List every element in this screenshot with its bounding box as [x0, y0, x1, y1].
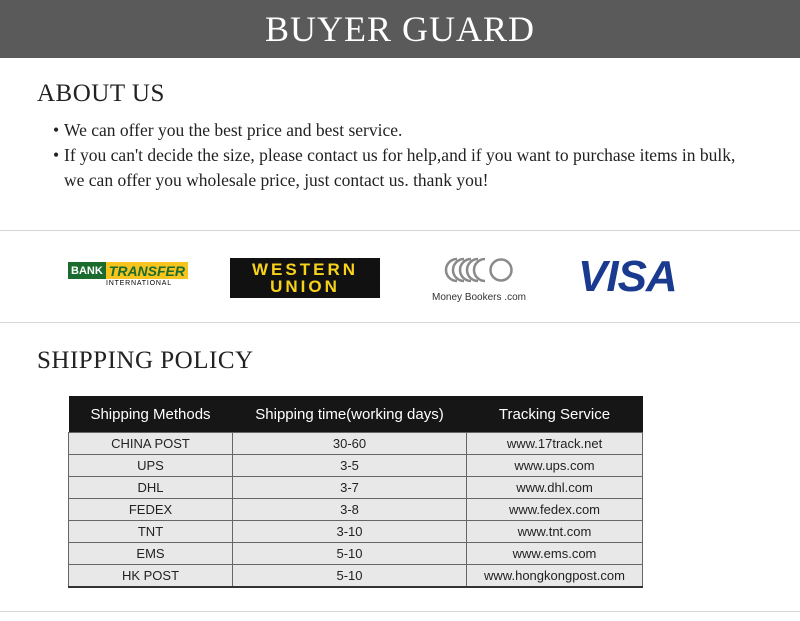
western-union-line2: UNION [270, 277, 340, 296]
method-cell: UPS [69, 455, 233, 477]
page-banner [0, 0, 800, 58]
time-cell: 5-10 [233, 565, 467, 588]
tracking-cell: www.ems.com [467, 543, 643, 565]
method-cell: FEDEX [69, 499, 233, 521]
about-item: • If you can't decide the size, please contact us for help,and if you want to purchase items in bulk, we can offer you wholesale price, just contact us. thank you! [53, 143, 753, 193]
method-cell: HK POST [69, 565, 233, 588]
western-union-line1: WESTERN [252, 260, 358, 279]
method-cell: TNT [69, 521, 233, 543]
divider [0, 230, 800, 231]
moneybookers-text: Money Bookers .com [432, 292, 526, 303]
column-header: Shipping time(working days) [233, 396, 467, 433]
tracking-cell: www.ups.com [467, 455, 643, 477]
visa-logo [578, 252, 690, 302]
column-header: Tracking Service [467, 396, 643, 433]
shipping-heading: SHIPPING POLICY [37, 347, 254, 374]
moneybookers-logo [422, 255, 536, 301]
time-cell: 3-8 [233, 499, 467, 521]
method-cell: DHL [69, 477, 233, 499]
bank-transfer-word2: TRANSFER [106, 262, 188, 279]
table-row [69, 477, 643, 499]
table-row [69, 455, 643, 477]
method-cell: CHINA POST [69, 433, 233, 455]
divider [0, 322, 800, 323]
tracking-cell: www.dhl.com [467, 477, 643, 499]
column-header: Shipping Methods [69, 396, 233, 433]
shipping-table [68, 396, 643, 588]
tracking-cell: www.tnt.com [467, 521, 643, 543]
table-row [69, 521, 643, 543]
bank-transfer-word1: BANK [68, 262, 106, 279]
tracking-cell: www.fedex.com [467, 499, 643, 521]
visa-text: VISA [578, 252, 677, 301]
table-header-row [69, 396, 643, 433]
western-union-logo [230, 258, 380, 298]
time-cell: 30-60 [233, 433, 467, 455]
moneybookers-waves-icon [439, 255, 519, 285]
time-cell: 3-5 [233, 455, 467, 477]
table-row [69, 433, 643, 455]
time-cell: 3-10 [233, 521, 467, 543]
about-list [53, 118, 753, 193]
table-row [69, 565, 643, 588]
banner-title: BUYER GUARD [264, 9, 535, 49]
divider [0, 611, 800, 612]
tracking-cell: www.17track.net [467, 433, 643, 455]
time-cell: 3-7 [233, 477, 467, 499]
table-row [69, 543, 643, 565]
method-cell: EMS [69, 543, 233, 565]
time-cell: 5-10 [233, 543, 467, 565]
about-heading: ABOUT US [37, 80, 165, 107]
bank-transfer-logo [68, 262, 186, 292]
table-row [69, 499, 643, 521]
bank-transfer-sub: INTERNATIONAL [106, 280, 172, 287]
about-item: • We can offer you the best price and best service. [53, 118, 753, 143]
tracking-cell: www.hongkongpost.com [467, 565, 643, 588]
